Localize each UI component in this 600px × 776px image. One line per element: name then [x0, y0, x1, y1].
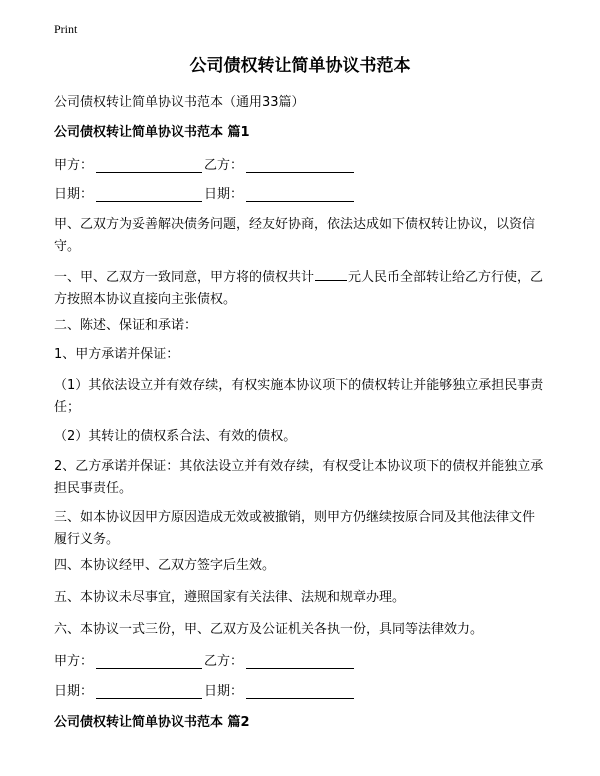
party-b-label-bottom: 乙方： — [204, 654, 244, 669]
date-b-label-bottom: 日期： — [204, 684, 244, 699]
party-a-label-bottom: 甲方： — [54, 654, 94, 669]
party-fields-row-bottom — [54, 651, 364, 673]
date-b-blank — [246, 201, 354, 202]
print-link[interactable]: Print — [54, 22, 78, 36]
party-a-blank — [96, 172, 202, 173]
date-fields-row — [54, 184, 364, 206]
party-b-blank — [246, 172, 354, 173]
date-a-blank-bottom — [96, 698, 202, 699]
clause-1-part-b: 元人民币全部转让给乙方行使，乙方按照本协议直接向主张债权。 — [54, 270, 544, 307]
clause-4: 四、本协议经甲、乙双方签字后生效。 — [54, 558, 276, 573]
clause-2-1-1: （1）其依法设立并有效存续，有权实施本协议项下的债权转让并能够独立承担民事责任； — [54, 378, 544, 415]
party-b-blank-bottom — [246, 668, 354, 669]
date-b-label: 日期： — [204, 187, 244, 202]
date-a-label-bottom: 日期： — [54, 684, 94, 699]
amount-blank — [315, 266, 347, 281]
document-title: 公司债权转让简单协议书范本 — [189, 56, 411, 76]
party-b-label: 乙方： — [204, 158, 244, 173]
clause-1-part-a: 一、甲、乙双方一致同意，甲方将的债权共计 — [54, 270, 315, 285]
document-subtitle: 公司债权转让简单协议书范本（通用33篇） — [54, 95, 305, 110]
date-fields-row-bottom — [54, 681, 364, 703]
section-heading-2: 公司债权转让简单协议书范本 篇2 — [54, 715, 250, 730]
date-a-blank — [96, 201, 202, 202]
intro-paragraph: 甲、乙双方为妥善解决债务问题，经友好协商，依法达成如下债权转让协议，以资信守。 — [54, 217, 536, 254]
clause-1 — [54, 266, 546, 311]
clause-2-1: 1、甲方承诺并保证： — [54, 347, 180, 362]
party-a-blank-bottom — [96, 668, 202, 669]
section-heading-1: 公司债权转让简单协议书范本 篇1 — [54, 125, 250, 140]
clause-5: 五、本协议未尽事宜，遵照国家有关法律、法规和规章办理。 — [54, 590, 406, 605]
clause-2-1-2: （2）其转让的债权系合法、有效的债权。 — [54, 429, 297, 444]
clause-2-2: 2、乙方承诺并保证：其依法设立并有效存续，有权受让本协议项下的债权并能独立承担民事责任。 — [54, 459, 544, 496]
date-a-label: 日期： — [54, 187, 94, 202]
party-fields-row — [54, 155, 364, 177]
party-a-label: 甲方： — [54, 158, 94, 173]
clause-3: 三、如本协议因甲方原因造成无效或被撤销，则甲方仍继续按原合同及其他法律文件履行义务。 — [54, 510, 536, 547]
clause-2: 二、陈述、保证和承诺： — [54, 318, 198, 333]
date-b-blank-bottom — [246, 698, 354, 699]
clause-6: 六、本协议一式三份，甲、乙双方及公证机关各执一份，具同等法律效力。 — [54, 622, 484, 637]
